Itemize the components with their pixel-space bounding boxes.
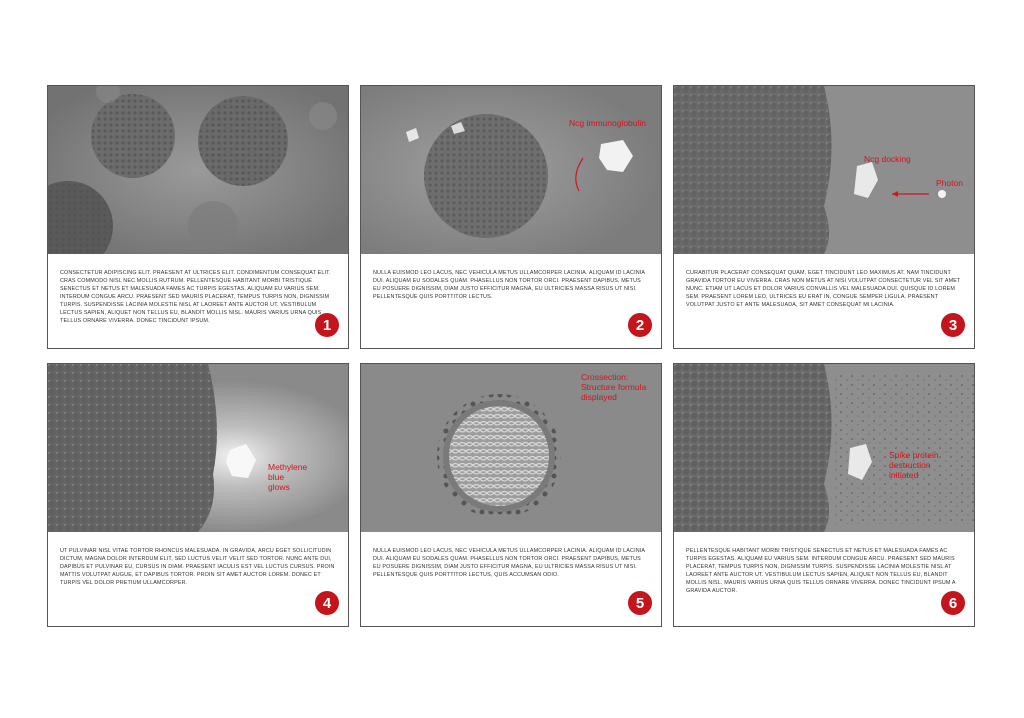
storyboard-panel-4 [47, 363, 349, 627]
panel-caption: NULLA EUISMOD LEO LACUS, NEC VEHICULA METUS ULLAMCORPER LACINIA. ALIQUAM ID LACINIA DUI. ALIQUAM EU SODALES QUAM. PHASELLUS NON TORTOR ORCI. PRAESENT DAPIBUS, METUS EU POSUERE DIGNISSIM, DIAM JUSTO EFFICITUR MAGNA, EU ULTRICIES MASSA RISUS UT NISI. PELLENTESQUE QUIS PORTTITOR LECTUS. [373, 270, 645, 300]
storyboard-panel-5 [360, 363, 662, 627]
panel-caption: CURABITUR PLACERAT CONSEQUAT QUAM, EGET TINCIDUNT LEO MAXIMUS AT. NAM TINCIDUNT GRAVIDA TORTOR EU VIVERRA. CRAS NON METUS AT NISI VOLUTPAT CONSECTETUR VEL SIT AMET NUNC. ETIAM UT LACUS ET DOLOR VARIUS CONVALLIS VEL MALESUADA DUI. QUISQUE ID LOREM SEM. PRAESENT LOREM LEO, ULTRICES EU ERAT IN, CONGUE SEMPER LIGULA. PRAESENT VOLUTPAT JUSTO ET ANTE MALESUADA, SIT AMET CONSEQUAT MI LACINIA. [686, 270, 961, 308]
storyboard-panel-1 [47, 85, 349, 349]
panel-number-badge: 3 [940, 312, 966, 338]
panel-caption: NULLA EUISMOD LEO LACUS, NEC VEHICULA METUS ULLAMCORPER LACINIA. ALIQUAM ID LACINIA DUI. ALIQUAM EU SODALES QUAM. PHASELLUS NON TORTOR ORCI. PRAESENT DAPIBUS, METUS EU POSUERE DIGNISSIM, DIAM JUSTO EFFICITUR MAGNA, EU ULTRICIES MASSA RISUS UT NISI. PELLENTESQUE QUIS PORTTITOR LECTUS, QUIS ACCUMSAN ODIO. [373, 548, 645, 578]
storyboard-panel-2 [360, 85, 662, 349]
panel-5-label-line2: Structure formula [581, 382, 647, 392]
panel-4-label-line2: blue [268, 472, 285, 482]
panel-2-label-immunoglobulin: Ncg immunoglobulin [569, 118, 647, 128]
panel-number-badge: 4 [314, 590, 340, 616]
panel-caption: UT PULVINAR NISL VITAE TORTOR RHONCUS MALESUADA. IN GRAVIDA, ARCU EGET SOLLICITUDIN DICTUM, MAGNA DOLOR INTERDUM ELIT, SED LUCTUS VELIT VELIT SED TORTOR. NUNC ANTE DUI, DAPIBUS ET PULVINAR EU, CURSUS IN DIAM. PRAESENT IACULIS EST VEL LUCTUS CURSUS. PROIN MATTIS VOLUTPAT AUGUE, ET DAPIBUS TORTOR. PROIN SIT AMET AUCTOR LOREM. DONEC ET TURPIS VEL DOLOR PRETIUM ULLAMCORPER. [60, 548, 335, 586]
panel-caption: PELLENTESQUE HABITANT MORBI TRISTIQUE SENECTUS ET NETUS ET MALESUADA FAMES AC TURPIS EGESTAS. ALIQUAM EU VARIUS SEM. INTERDUM CONGUE ARCU. PRAESENT SED MAURIS PLACERAT, TEMPUS TURPIS NON, DIGNISSIM TURPIS. SUSPENDISSE LACINIA MOLESTIE NISL AT LAOREET ANTE AUCTOR UT. VESTIBULUM LECTUS SAPIEN, ALIQUET NON TELLUS EU, BLANDIT MOLLIS NISL. MAURIS VARIUS URNA QUIS TELLUS ORNARE VIVERRA. DONEC TINCIDUNT IPSUM A GRAVIDA AUCTOR. [686, 548, 956, 594]
panel-2-image [361, 86, 661, 254]
panel-4-label-line1: Methylene [268, 462, 308, 472]
panel-6-label-line3: initiated [889, 470, 919, 480]
panel-3-label-docking: Ncg docking [864, 154, 911, 164]
panel-caption: CONSECTETUR ADIPISCING ELIT. PRAESENT AT ULTRICES ELIT. CONDIMENTUM CONSEQUAT ELIT. CRAS COMMODO NISL NEC MOLLIS RUTRUM. PELLENTESQUE HABITANT MORBI TRISTIQUE SENECTUS ET NETUS ET MALESUADA FAMES AC TURPIS EGESTAS. ALIQUAM EU VARIUS SEM. INTERDUM CONGUE ARCU. PRAESENT SED MAURIS PLACERAT, TEMPUS TURPIS NON, DIGNISSIM TURPIS. SUSPENDISSE LACINIA MOLESTIE NISL AT LAOREET ANTE AUCTOR UT. VESTIBULUM LECTUS SAPIEN, ALIQUET NON TELLUS EU, BLANDIT MOLLIS NISL. MAURIS VARIUS URNA QUIS TELLUS ORNARE VIVERRA. DONEC TINCIDUNT IPSUM. [60, 270, 331, 324]
storyboard-panel-3 [673, 85, 975, 349]
panel-5-label-line1: Crossection: [581, 372, 629, 382]
panel-4-label-line3: glows [268, 482, 290, 492]
panel-3-image [674, 86, 974, 254]
panel-4-image [48, 364, 348, 532]
panel-1-image [48, 86, 348, 254]
panel-number-badge: 5 [627, 590, 653, 616]
storyboard-panel-6 [673, 363, 975, 627]
panel-6-image [674, 364, 974, 532]
panel-number-badge: 1 [314, 312, 340, 338]
panel-3-label-photon: Photon [936, 178, 963, 188]
panel-6-label-line1: Spike protein [889, 450, 939, 460]
panel-number-badge: 2 [627, 312, 653, 338]
panel-6-label-line2: destruction [889, 460, 931, 470]
panel-5-label-line3: displayed [581, 392, 617, 402]
panel-number-badge: 6 [940, 590, 966, 616]
